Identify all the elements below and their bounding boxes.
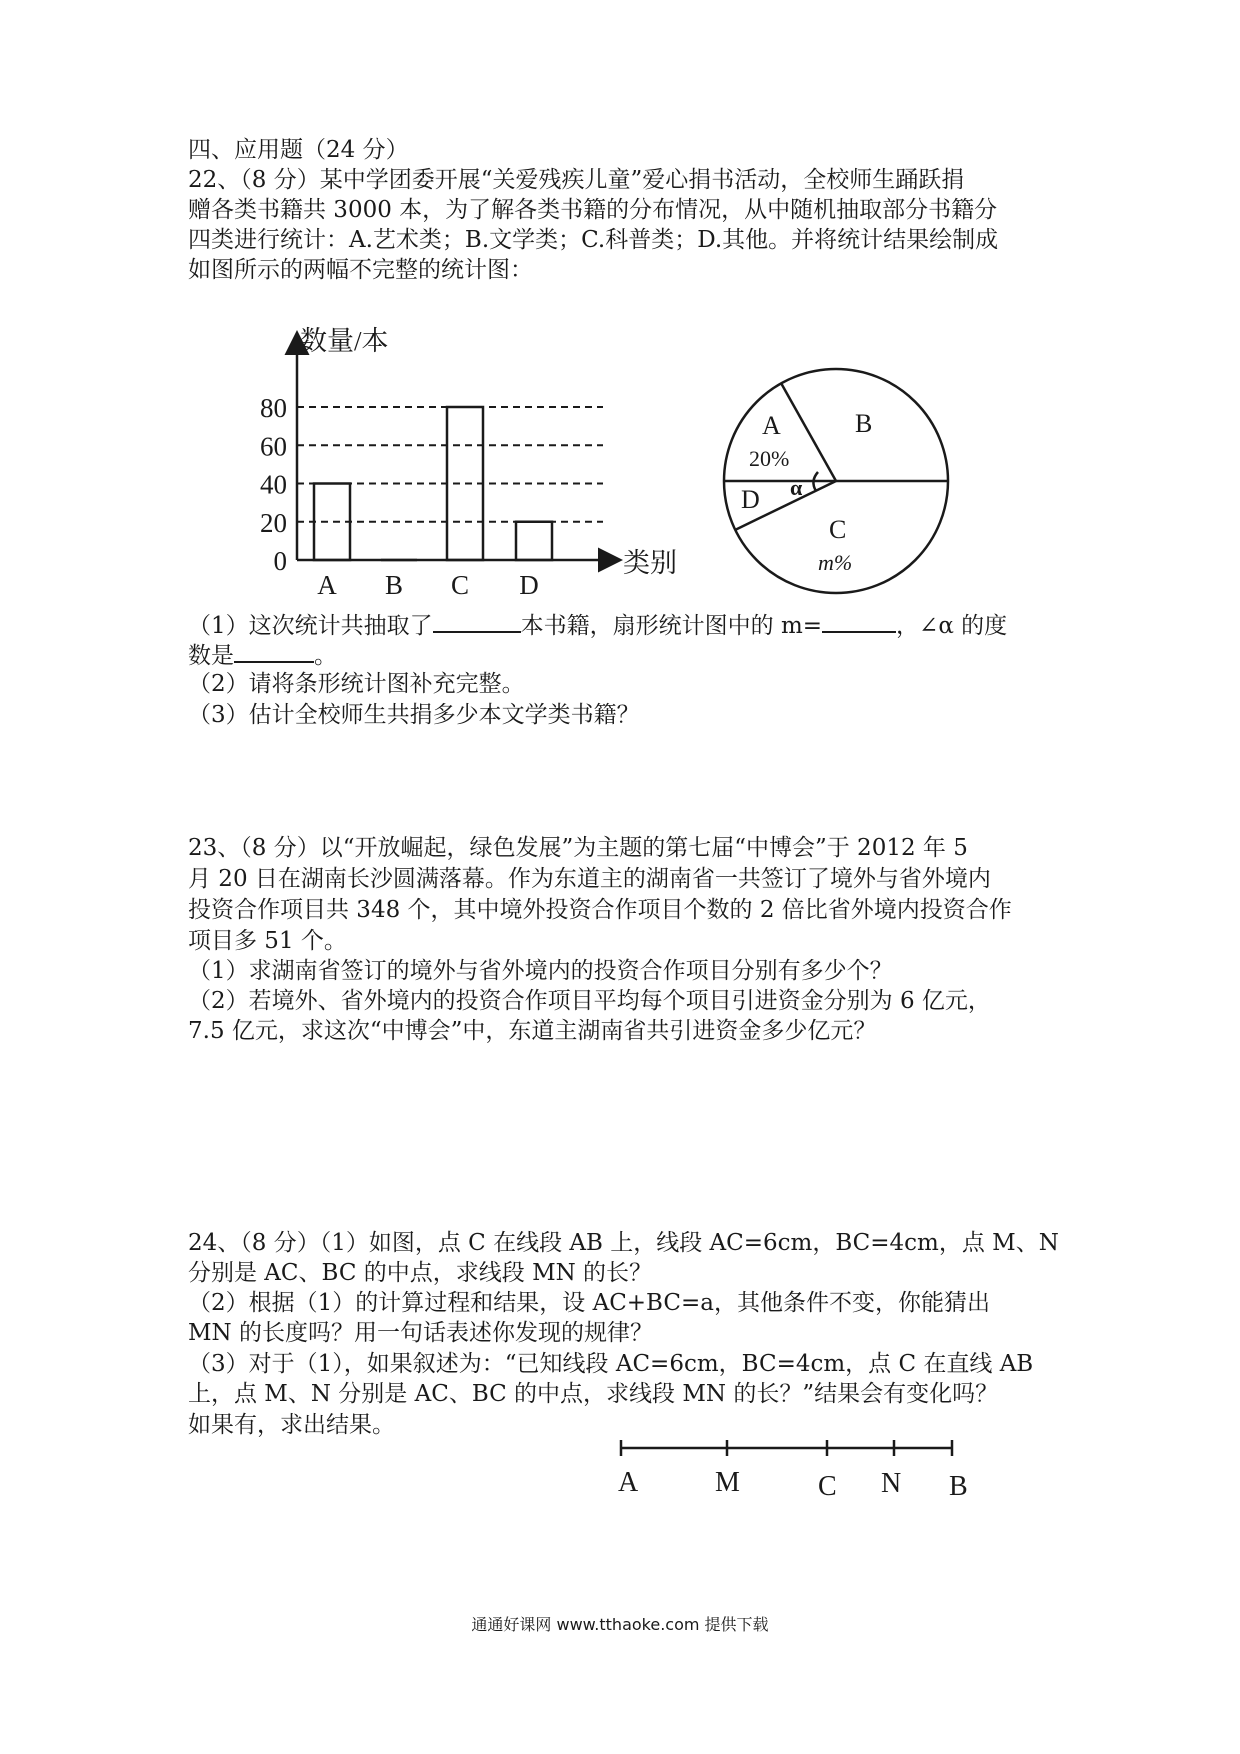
q23-line-7: 7.5 亿元，求这次“中博会”中，东道主湖南省共引进资金多少亿元？ bbox=[188, 1018, 877, 1044]
point-label-a: A bbox=[618, 1467, 639, 1498]
q23-line-2: 月 20 日在湖南长沙圆满落幕。作为东道主的湖南省一共签订了境外与省外境内 bbox=[188, 866, 991, 892]
x-tick-label: C bbox=[450, 570, 470, 595]
answer-blank-count[interactable] bbox=[433, 609, 521, 633]
q24-line-5: （3）对于（1），如果叙述为：“已知线段 AC=6cm，BC=4cm，点 C 在直线 AB bbox=[188, 1351, 1034, 1377]
pie-value-c: m% bbox=[818, 550, 853, 575]
pie-label-c: C bbox=[829, 515, 847, 544]
q22-line-1: 22、（8 分）某中学团委开展“关爱残疾儿童”爱心捐书活动，全校师生踊跃捐 bbox=[188, 167, 965, 193]
pie-value-a: 20% bbox=[749, 446, 790, 471]
y-tick-label: 60 bbox=[260, 431, 287, 462]
q24-line-1: 24、（8 分）（1）如图，点 C 在线段 AB 上，线段 AC=6cm，BC=4cm，点 M、N bbox=[188, 1230, 1059, 1256]
q22-part3: （3）估计全校师生共捐多少本文学类书籍？ bbox=[188, 702, 640, 728]
bar-d bbox=[516, 522, 552, 560]
point-label-b: B bbox=[949, 1471, 968, 1502]
q23-line-1: 23、（8 分）以“开放崛起，绿色发展”为主题的第七届“中博会”于 2012 年 5 bbox=[188, 835, 968, 861]
q24-line-7: 如果有，求出结果。 bbox=[188, 1412, 395, 1438]
x-tick-label: D bbox=[519, 570, 539, 595]
q22-part1-cont: 数是 。 bbox=[188, 639, 337, 671]
bar-chart bbox=[230, 315, 690, 595]
q23-line-5: （1）求湖南省签订的境外与省外境内的投资合作项目分别有多少个？ bbox=[188, 958, 893, 984]
footer-credit: 通通好课网 www.tthaoke.com 提供下载 bbox=[471, 1615, 769, 1634]
y-tick-label: 40 bbox=[260, 469, 287, 500]
q22-part1: （1）这次统计共抽取了 本书籍，扇形统计图中的 m= ，∠α 的度 bbox=[188, 609, 1007, 641]
segment-figure bbox=[600, 1425, 980, 1515]
point-label-c: C bbox=[818, 1471, 837, 1502]
q24-line-6: 上，点 M、N 分别是 AC、BC 的中点，求线段 MN 的长？”结果会有变化吗？ bbox=[188, 1381, 999, 1407]
pie-chart bbox=[715, 365, 960, 610]
pie-label-a: A bbox=[762, 411, 781, 440]
point-label-m: M bbox=[715, 1467, 740, 1498]
answer-blank-m[interactable] bbox=[822, 609, 896, 633]
q24-line-3: （2）根据（1）的计算过程和结果，设 AC+BC=a，其他条件不变，你能猜出 bbox=[188, 1290, 990, 1316]
answer-blank-angle[interactable] bbox=[234, 639, 314, 663]
q22-line-3: 四类进行统计：A.艺术类；B.文学类；C.科普类；D.其他。并将统计结果绘制成 bbox=[188, 227, 999, 253]
q22-part2: （2）请将条形统计图补充完整。 bbox=[188, 671, 525, 697]
y-tick-label: 80 bbox=[260, 393, 287, 423]
q24-line-2: 分别是 AC、BC 的中点，求线段 MN 的长？ bbox=[188, 1260, 653, 1286]
pie-label-b: B bbox=[855, 409, 873, 438]
y-axis-label: 数量/本 bbox=[300, 326, 389, 356]
point-label-n: N bbox=[881, 1468, 902, 1499]
q23-line-3: 投资合作项目共 348 个，其中境外投资合作项目个数的 2 倍比省外境内投资合作 bbox=[188, 897, 1012, 923]
y-tick-label: 20 bbox=[260, 507, 287, 538]
q23-line-6: （2）若境外、省外境内的投资合作项目平均每个项目引进资金分别为 6 亿元， bbox=[188, 988, 991, 1014]
section-title: 四、应用题（24 分） bbox=[188, 137, 409, 163]
angle-label: α bbox=[790, 475, 803, 500]
bar-a bbox=[314, 484, 350, 561]
x-axis-label: 类别 bbox=[623, 548, 677, 578]
q23-line-4: 项目多 51 个。 bbox=[188, 928, 347, 954]
q22-line-2: 赠各类书籍共 3000 本，为了解各类书籍的分布情况，从中随机抽取部分书籍分 bbox=[188, 197, 998, 223]
pie-label-d: D bbox=[741, 485, 760, 514]
x-tick-label: A bbox=[317, 570, 337, 595]
y-tick-label: 0 bbox=[273, 546, 287, 576]
q22-line-4: 如图所示的两幅不完整的统计图： bbox=[188, 257, 533, 283]
x-tick-label: B bbox=[384, 570, 404, 595]
q24-line-4: MN 的长度吗？用一句话表述你发现的规律？ bbox=[188, 1320, 653, 1346]
